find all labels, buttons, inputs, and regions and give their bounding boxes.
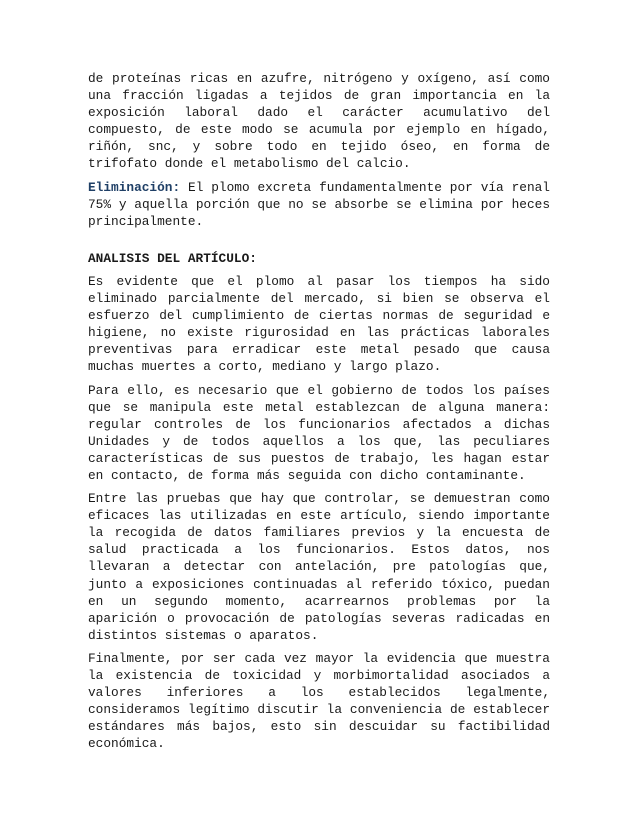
section-heading: ANALISIS DEL ARTÍCULO: — [88, 250, 257, 266]
elimination-paragraph — [88, 179, 550, 230]
elimination-label: Eliminación: — [88, 179, 181, 195]
body-paragraph-3: Entre las pruebas que hay que controlar, se demuestran como eficaces las utilizadas en este artículo, siendo importante la recogida de datos familiares previos y la encuesta de salud practicada a los funcionarios. Estos datos, nos llevaran a detectar con antelación, pre patologías que, junto a exposiciones continuadas al referido tóxico, puedan en un segundo momento, acarrearnos problemas por la aparición o provocación de patologías severas radicadas en distintos sistemas o aparatos. — [88, 491, 550, 643]
body-paragraph-1: Es evidente que el plomo al pasar los tiempos ha sido eliminado parcialmente del mercado, si bien se observa el esfuerzo del cumplimiento de ciertas normas de seguridad e higiene, no existe rigurosidad en las prácticas laborales preventivas para erradicar este metal pesado que causa muchas muertes a corto, mediano y largo plazo. — [88, 273, 550, 375]
body-paragraph-4: Finalmente, por ser cada vez mayor la evidencia que muestra la existencia de toxicidad y morbimortalidad asociados a valores inferiores a los establecidos legalmente, consideramos legítimo discutir la conveniencia de establecer estándares más bajos, esto sin descuidar su factibilidad económica. — [88, 650, 550, 752]
body-paragraph-2: Para ello, es necesario que el gobierno de todos los países que se manipula este metal establezcan de alguna manera: regular controles de los funcionarios afectados a dichas Unidades y de todos aquellos a los que, las peculiares características de sus puestos de trabajo, les hagan estar en contacto, de forma más seguida con dicho contaminante. — [88, 382, 550, 483]
elimination-text: El plomo excreta fundamentalmente por vía renal 75% y aquella porción que no se absorbe se elimina por heces principalmente. — [88, 179, 550, 229]
intro-paragraph: de proteínas ricas en azufre, nitrógeno y oxígeno, así como una fracción ligadas a tejidos de gran importancia en la exposición laboral dado el carácter acumulativo del compuesto, de este modo se acumula por ejemplo en hígado, riñón, snc, y sobre todo en tejido óseo, en forma de trifofato donde el metabolismo del calcio. — [88, 71, 550, 172]
document-page — [88, 70, 550, 758]
